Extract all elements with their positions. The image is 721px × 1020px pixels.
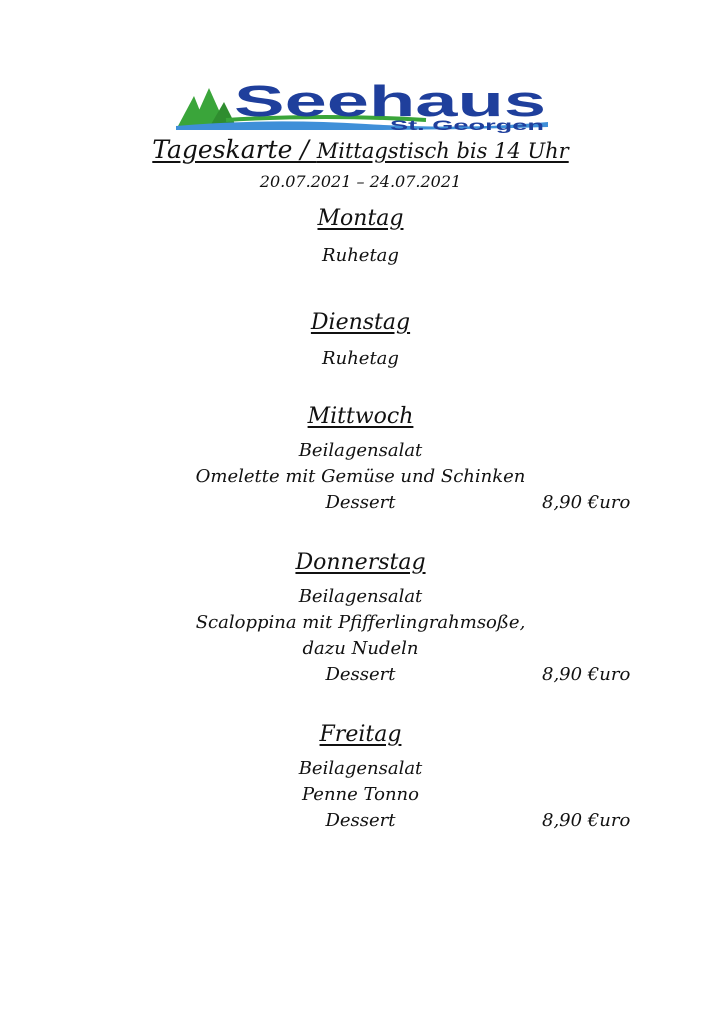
price-freitag: 8,90 €uro <box>542 810 631 831</box>
page-title <box>0 135 721 164</box>
price-donnerstag: 8,90 €uro <box>542 664 631 685</box>
date-range: 20.07.2021 – 24.07.2021 <box>259 172 462 191</box>
menu-item: Ruhetag <box>322 348 399 369</box>
seehaus-logo <box>176 80 548 134</box>
day-heading-mittwoch: Mittwoch <box>307 404 414 429</box>
menu-item: Dessert <box>325 810 396 831</box>
menu-item: Beilagensalat <box>298 440 423 461</box>
menu-item: Ruhetag <box>322 245 399 266</box>
price-mittwoch: 8,90 €uro <box>542 492 631 513</box>
title-sub: Mittagstisch bis 14 Uhr <box>316 139 569 163</box>
menu-item: dazu Nudeln <box>302 638 419 659</box>
logo-location-text: St. Georgen <box>390 117 544 133</box>
menu-item: Beilagensalat <box>298 758 423 779</box>
title-main: Tageskarte / <box>152 135 317 164</box>
menu-item: Penne Tonno <box>302 784 419 805</box>
day-heading-freitag: Freitag <box>319 722 402 747</box>
menu-item: Beilagensalat <box>298 586 423 607</box>
day-heading-montag: Montag <box>317 206 404 231</box>
logo-brand-text: Seehaus <box>234 80 546 126</box>
menu-item: Scaloppina mit Pfifferlingrahmsoße, <box>195 612 526 633</box>
day-heading-donnerstag: Donnerstag <box>295 550 426 575</box>
menu-item: Omelette mit Gemüse und Schinken <box>195 466 526 487</box>
menu-item: Dessert <box>325 664 396 685</box>
day-heading-dienstag: Dienstag <box>310 310 411 335</box>
menu-item: Dessert <box>325 492 396 513</box>
